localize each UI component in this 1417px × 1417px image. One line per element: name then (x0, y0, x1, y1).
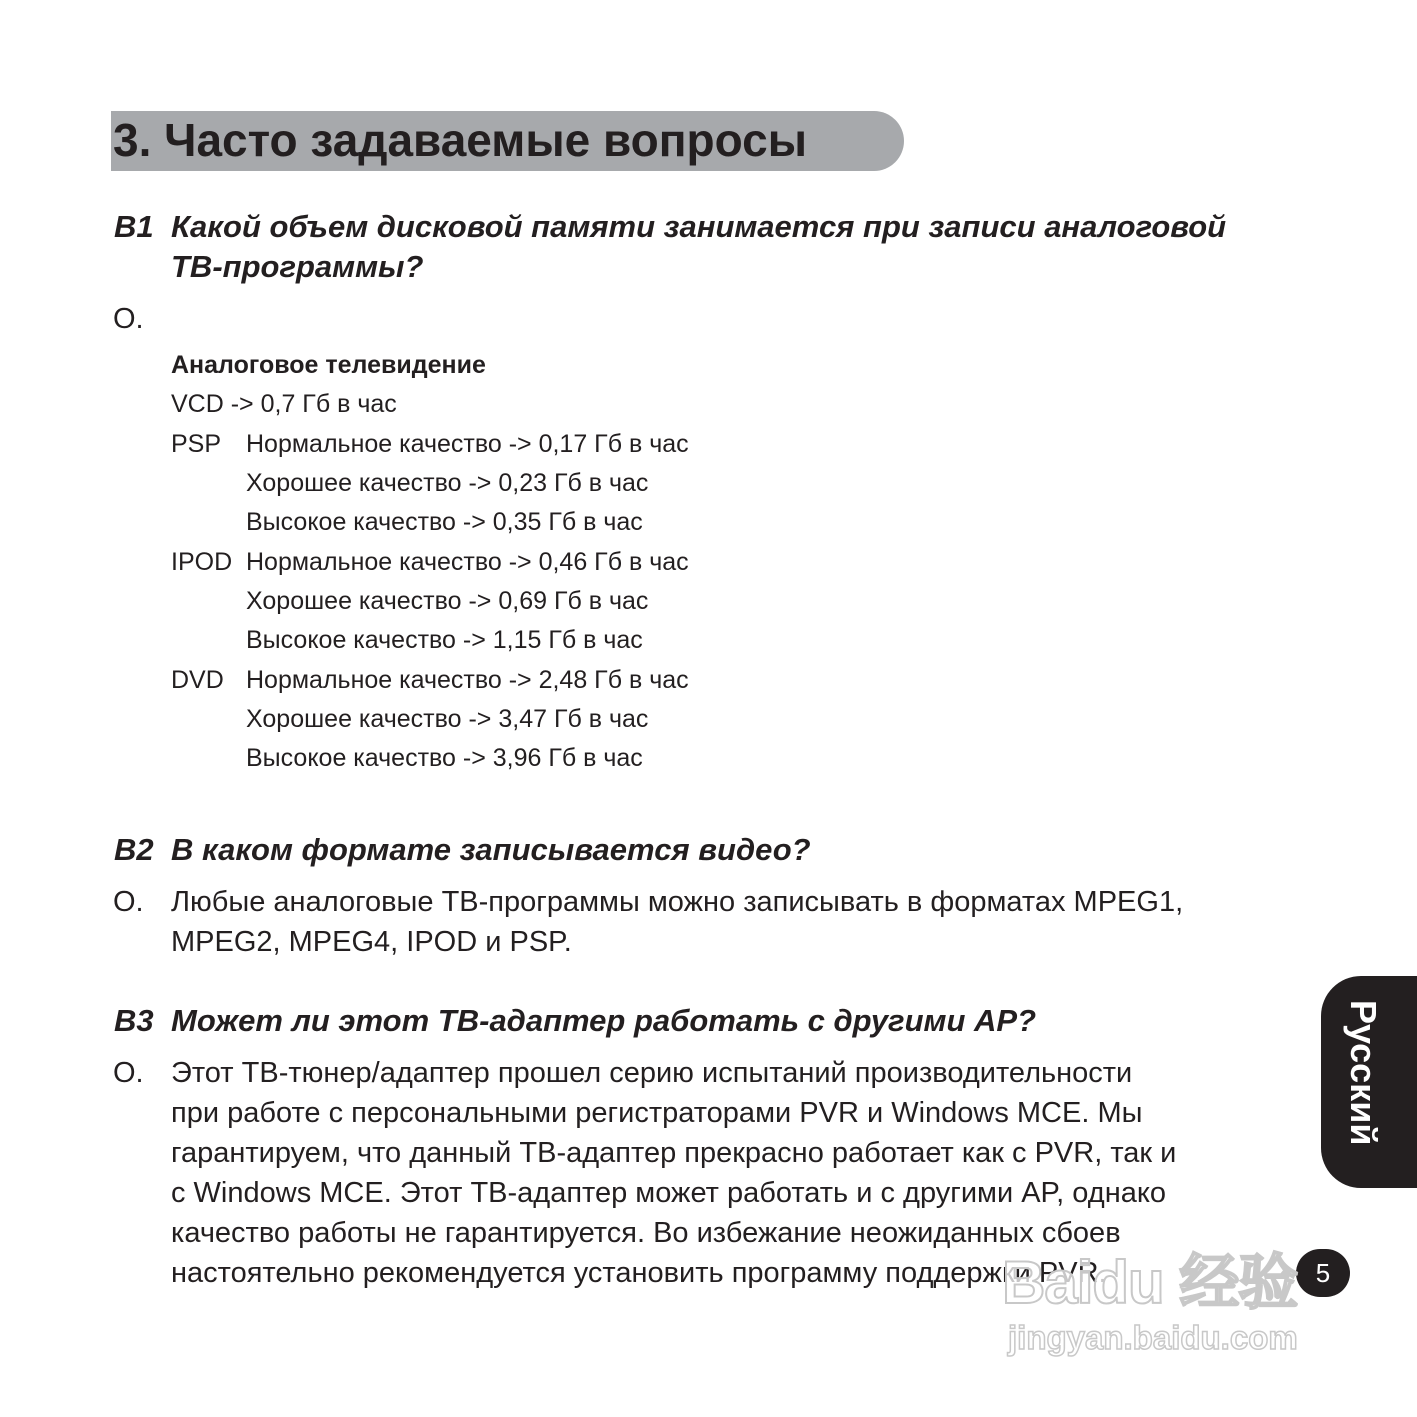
language-tab-label: Русский (1343, 1000, 1384, 1146)
question-2-text: В каком формате записывается видео? (171, 832, 811, 867)
answer-3-line: качество работы не гарантируется. Во избежание неожиданных сбоев (171, 1217, 1121, 1249)
answer-1-label: О. (113, 303, 144, 335)
format-ipod-label: IPOD (171, 548, 233, 576)
psp-high-quality: Высокое качество -> 0,35 Гб в час (246, 508, 643, 536)
question-1-line-2: ТВ-программы? (171, 249, 424, 284)
dvd-normal-quality: Нормальное качество -> 2,48 Гб в час (246, 666, 689, 694)
question-1-line-1: Какой объем дисковой памяти занимается при записи аналоговой (171, 209, 1227, 244)
answer-2-line: Любые аналоговые ТВ-программы можно записывать в форматах MPEG1, (171, 886, 1184, 918)
ipod-good-quality: Хорошее качество -> 0,69 Гб в час (246, 587, 649, 615)
answer-2-label: О. (113, 886, 144, 918)
dvd-high-quality: Высокое качество -> 3,96 Гб в час (246, 744, 643, 772)
format-psp-label: PSP (171, 430, 222, 458)
answer-3-line: гарантируем, что данный ТВ-адаптер прекрасно работает как с PVR, так и (171, 1137, 1177, 1169)
analog-tv-heading: Аналоговое телевидение (171, 351, 486, 379)
answer-2-text (171, 882, 1301, 962)
answer-3-line: настоятельно рекомендуется установить программу поддержки PVR. (171, 1257, 1107, 1289)
page-title: 3. Часто задаваемые вопросы (113, 114, 807, 166)
answer-3-line: с Windows MCE. Этот ТВ-адаптер может работать и с другими AP, однако (171, 1177, 1166, 1209)
question-3-text: Может ли этот ТВ-адаптер работать с другими AP? (171, 1003, 1037, 1038)
format-dvd-label: DVD (171, 666, 224, 694)
answer-3-label: О. (113, 1057, 144, 1089)
baidu-watermark: Baidu 经验 (1002, 1249, 1298, 1316)
answer-2-line: MPEG2, MPEG4, IPOD и PSP. (171, 926, 572, 958)
question-2-label: В2 (114, 832, 154, 867)
answer-3-line: при работе с персональными регистраторами PVR и Windows MCE. Мы (171, 1097, 1143, 1129)
page-number: 5 (1296, 1249, 1350, 1297)
psp-normal-quality: Нормальное качество -> 0,17 Гб в час (246, 430, 689, 458)
ipod-normal-quality: Нормальное качество -> 0,46 Гб в час (246, 548, 689, 576)
question-1-label: В1 (114, 209, 154, 244)
answer-3-line: Этот ТВ-тюнер/адаптер прошел серию испытаний производительности (171, 1057, 1133, 1089)
psp-good-quality: Хорошее качество -> 0,23 Гб в час (246, 469, 649, 497)
baidu-watermark-url: jingyan.baidu.com (1008, 1319, 1298, 1356)
ipod-high-quality: Высокое качество -> 1,15 Гб в час (246, 626, 643, 654)
question-3-label: В3 (114, 1003, 154, 1038)
dvd-good-quality: Хорошее качество -> 3,47 Гб в час (246, 705, 649, 733)
vcd-line: VCD -> 0,7 Гб в час (171, 390, 397, 418)
